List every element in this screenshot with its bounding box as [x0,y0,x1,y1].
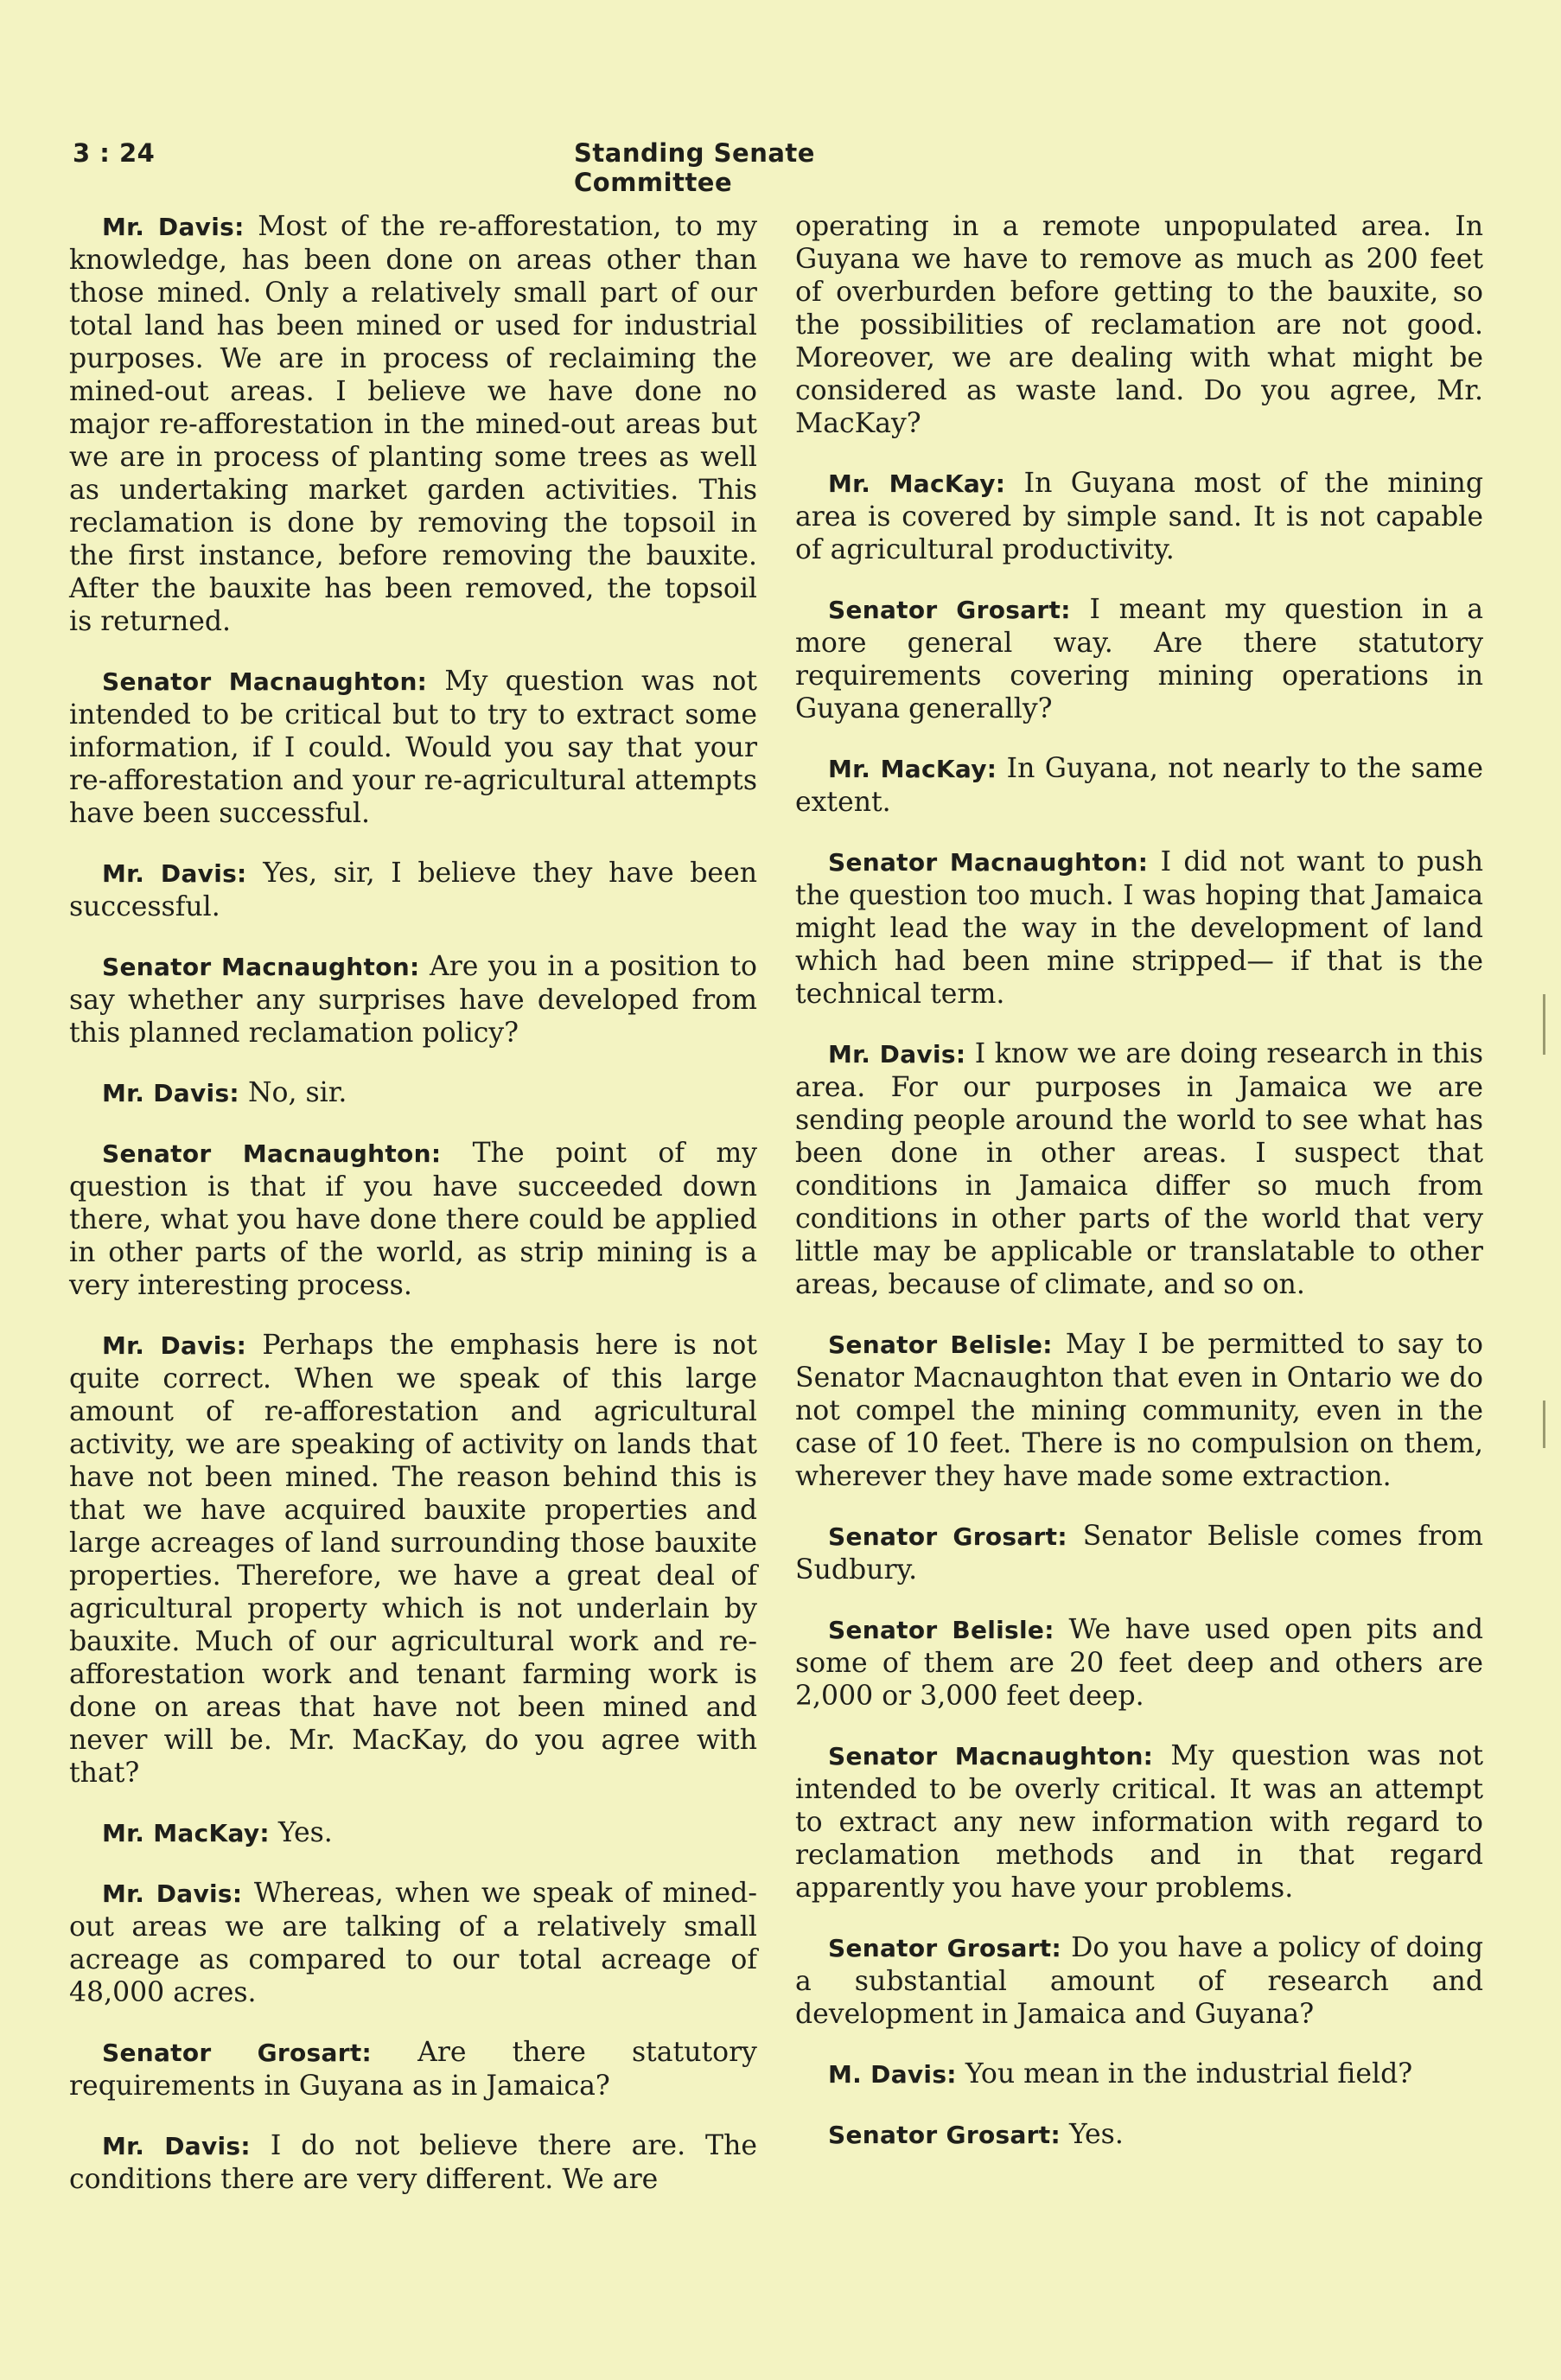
speaker-name: Senator Grosart: [102,2039,372,2067]
speaker-name: Mr. MacKay: [828,755,997,783]
transcript-paragraph [795,1739,1483,1905]
transcript-paragraph [795,1613,1483,1713]
speech-text: I do not believe there are. The conditions there are very different. We are [69,2130,757,2195]
speaker-name: Mr. Davis: [102,1879,243,1908]
speaker-name: Senator Macnaughton: [828,1742,1154,1771]
speech-text: In Guyana, not nearly to the same extent. [795,753,1484,818]
speech-text: May I be permitted to say to Senator Macnaughton that even in Ontario we do not compel the mining community, even in the case of 10 feet. There is no compulsion on them, wherever they have made some extraction. [795,1329,1483,1492]
transcript-paragraph [795,1328,1483,1493]
transcript-paragraph [69,2036,757,2102]
speaker-name: Mr. Davis: [102,1079,239,1107]
speech-text: Yes. [1068,2119,1124,2150]
speech-text: My question was not intended to be critical but to try to extract some information, if I could. Would you say that your re-afforestation and your re-agricultural attempts have been successful. [69,666,757,829]
speaker-name: Mr. Davis: [102,213,245,241]
transcript-paragraph [795,1520,1483,1586]
speech-text: Do you have a policy of doing a substantial amount of research and development in Jamaica and Guyana? [795,1932,1484,2030]
speech-text: I meant my question in a more general way. Are there statutory requirements covering mining operations in Guyana generally? [795,594,1484,724]
speech-text: Most of the re-afforestation, to my knowledge, has been done on areas other than those mined. Only a relatively small part of our total land has been mined or used for industrial purposes. We are in process of reclaiming the mined-out areas. I believe we have done no major re-afforestation in the mined-out areas but we are in process of planting some trees as well as undertaking market garden activities. This reclamation is done by removing the topsoil in the first instance, before removing the bauxite. After the bauxite has been removed, the topsoil is returned. [69,211,758,637]
speaker-name: Mr. Davis: [102,859,247,888]
speaker-name: Mr. Davis: [102,1331,247,1360]
transcript-paragraph [795,1931,1483,2031]
speech-text: Perhaps the emphasis here is not quite correct. When we speak of this large amount of re-afforestation and agricultural activity, we are speaking of activity on lands that have not been mined. The reason behind this is that we have acquired bauxite properties and large acreages of land surrounding those bauxite properties. Therefore, we have a great deal of agricultural property which is not underlain by bauxite. Much of our agricultural work and re-afforestation work and tenant farming work is done on areas that have not been mined and never will be. Mr. MacKay, do you agree with that? [69,1330,757,1789]
transcript-paragraph [69,665,757,830]
speech-text: I did not want to push the question too much. I was hoping that Jamaica might lead the way in the development of land which had been mine stripped— if that is the technical term. [795,846,1484,1010]
page-number: 3 : 24 [73,138,156,168]
transcript-paragraph [795,2058,1483,2091]
speech-text: You mean in the industrial field? [965,2058,1413,2090]
transcript-paragraph [69,1816,757,1850]
left-column [69,210,757,2223]
speech-text: I know we are doing research in this area. For our purposes in Jamaica we are sending people around the world to see what has been done in other areas. I suspect that conditions in Jamaica differ so much from conditions in other parts of the world that very little may be applicable or translatable to other areas, because of climate, and so on. [795,1038,1483,1300]
speaker-name: Senator Macnaughton: [102,667,428,696]
speaker-name: Mr. Davis: [102,2132,251,2160]
margin-mark [1543,1401,1545,1448]
speech-text: Senator Belisle comes from Sudbury. [795,1521,1483,1586]
transcript-paragraph [69,1877,757,2009]
transcript-paragraph [795,593,1483,725]
speaker-name: Senator Belisle: [828,1616,1054,1644]
speech-text: No, sir. [247,1077,347,1108]
speaker-name: Senator Grosart: [828,1522,1067,1551]
speech-text: My question was not intended to be overly critical. It was an attempt to extract any new information with regard to reclamation methods and in that regard apparently you have your problems. [795,1740,1483,1904]
speech-text: Whereas, when we speak of mined-out areas we are talking of a relatively small acreage as compared to our total acreage of 48,000 acres. [69,1878,757,2008]
speaker-name: Senator Macnaughton: [102,1139,442,1168]
speaker-name: Senator Grosart: [828,596,1071,624]
transcript-paragraph [69,950,757,1050]
speaker-name: Mr. Davis: [828,1040,966,1069]
speaker-name: Senator Macnaughton: [828,848,1149,877]
speaker-name: Mr. MacKay: [102,1819,270,1847]
transcript-paragraph [69,210,757,638]
speaker-name: Mr. MacKay: [828,469,1006,498]
transcript-paragraph [795,845,1483,1011]
speech-text: operating in a remote unpopulated area. In Guyana we have to remove as much as 200 feet of overburden before getting to the bauxite, so the possibilities of reclamation are not good. Moreover, we are dealing with what might be considered as waste land. Do you agree, Mr. MacKay? [795,211,1483,439]
right-column [795,210,1483,2179]
speech-text: The point of my question is that if you have succeeded down there, what you have done there could be applied in other parts of the world, as strip mining is a very interesting process. [69,1138,758,1301]
transcript-paragraph [795,2118,1483,2152]
transcript-paragraph [69,1137,757,1302]
speaker-name: Senator Macnaughton: [102,953,420,981]
speech-text: Yes. [277,1817,333,1848]
speaker-name: Senator Belisle: [828,1330,1053,1359]
speech-text: Yes, sir, I believe they have been successful. [69,858,758,922]
transcript-paragraph [69,2129,757,2196]
transcript-paragraph-continued [795,210,1483,440]
speaker-name: M. Davis: [828,2060,957,2089]
speaker-name: Senator Grosart: [828,2121,1061,2149]
page-header [73,138,972,197]
running-title: Standing Senate Committee [574,138,815,197]
transcript-paragraph [795,467,1483,566]
transcript-paragraph [69,857,757,923]
transcript-paragraph [795,752,1483,819]
transcript-paragraph [69,1076,757,1110]
speech-text: We have used open pits and some of them are 20 feet deep and others are 2,000 or 3,000 feet deep. [795,1614,1483,1712]
speech-text: In Guyana most of the mining area is covered by simple sand. It is not capable of agricultural productivity. [795,468,1484,565]
transcript-paragraph [69,1329,757,1790]
speaker-name: Senator Grosart: [828,1934,1061,1962]
speech-text: Are there statutory requirements in Guyana as in Jamaica? [69,2037,757,2102]
speech-text: Are you in a position to say whether any surprises have developed from this planned reclamation policy? [69,951,757,1049]
margin-mark [1543,994,1545,1055]
transcript-paragraph [795,1037,1483,1301]
